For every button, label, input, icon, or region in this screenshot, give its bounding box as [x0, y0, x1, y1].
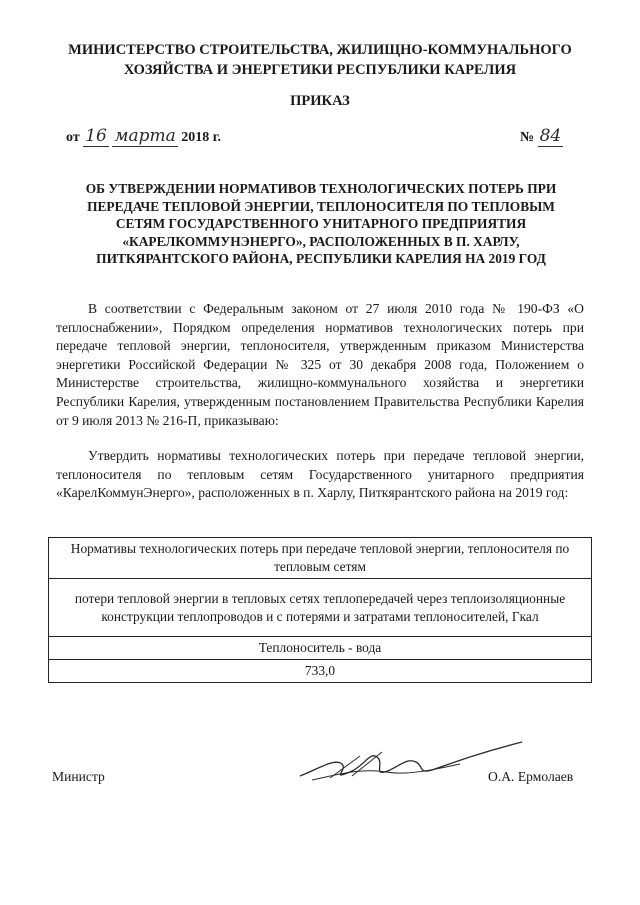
- ministry-header: [40, 40, 600, 80]
- number-value: 84: [539, 126, 562, 146]
- date-month: марта: [114, 126, 176, 146]
- signatory-role: Министр: [52, 769, 105, 784]
- table-carrier-cell: Теплоноситель - вода: [49, 637, 592, 660]
- table-subheader-cell: потери тепловой энергии в тепловых сетях теплопередачей через теплоизоляционные конструкции теплопроводов и с потерями и затратами теплоносителей, Гкал: [49, 579, 592, 637]
- ministry-line-2: ХОЗЯЙСТВА И ЭНЕРГЕТИКИ РЕСПУБЛИКИ КАРЕЛИЯ: [123, 62, 517, 78]
- title-line-4: «КАРЕЛКОММУНЭНЕРГО», РАСПОЛОЖЕННЫХ В П. ХАРЛУ,: [122, 233, 520, 249]
- date-prefix: от: [66, 130, 80, 145]
- ministry-line-1: МИНИСТЕРСТВО СТРОИТЕЛЬСТВА, ЖИЛИЩНО-КОММУНАЛЬНОГО: [68, 42, 572, 58]
- title-line-5: ПИТКЯРАНТСКОГО РАЙОНА, РЕСПУБЛИКИ КАРЕЛИЯ НА 2019 ГОД: [96, 251, 546, 267]
- document-type: ПРИКАЗ: [290, 93, 350, 109]
- date-day: 16: [85, 126, 107, 146]
- preamble-paragraph: В соответствии с Федеральным законом от 27 июля 2010 года № 190-ФЗ «О теплоснабжении», Порядком определения нормативов технологических потерь при передаче тепловой энергии, теплоносителя, утвержденным приказом Министерства энергетики Российской Федерации № 325 от 30 декабря 2008 года, Положением о Министерстве строительства, жилищно-коммунального хозяйства и энергетики Республики Карелия, утвержденным постановлением Правительства Республики Карелия от 9 июля 2013 № 216-П, приказываю:: [56, 301, 584, 428]
- title-line-2: ПЕРЕДАЧЕ ТЕПЛОВОЙ ЭНЕРГИИ, ТЕПЛОНОСИТЕЛЯ ПО ТЕПЛОВЫМ: [87, 198, 555, 214]
- table-header-cell: Нормативы технологических потерь при передаче тепловой энергии, теплоносителя по тепловым сетям: [49, 538, 592, 579]
- date-year: 2018 г.: [181, 130, 221, 145]
- order-date: [66, 126, 221, 146]
- table-value-cell: 733,0: [49, 660, 592, 683]
- order-number: [520, 126, 563, 146]
- decision-paragraph: Утвердить нормативы технологических потерь при передаче тепловой энергии, теплоносителя по тепловым сетям Государственного унитарного предприятия «КарелКоммунЭнерго», расположенных в п. Харлу, Питкярантского района на 2019 год:: [56, 448, 584, 501]
- order-title: [62, 180, 580, 268]
- norms-table: [48, 537, 592, 683]
- title-line-1: ОБ УТВЕРЖДЕНИИ НОРМАТИВОВ ТЕХНОЛОГИЧЕСКИХ ПОТЕРЬ ПРИ: [85, 181, 557, 196]
- number-prefix: №: [520, 130, 535, 145]
- signatory-name: О.А. Ермолаев: [488, 769, 574, 784]
- title-line-3: СЕТЯМ ГОСУДАРСТВЕННОГО УНИТАРНОГО ПРЕДПРИЯТИЯ: [115, 216, 527, 232]
